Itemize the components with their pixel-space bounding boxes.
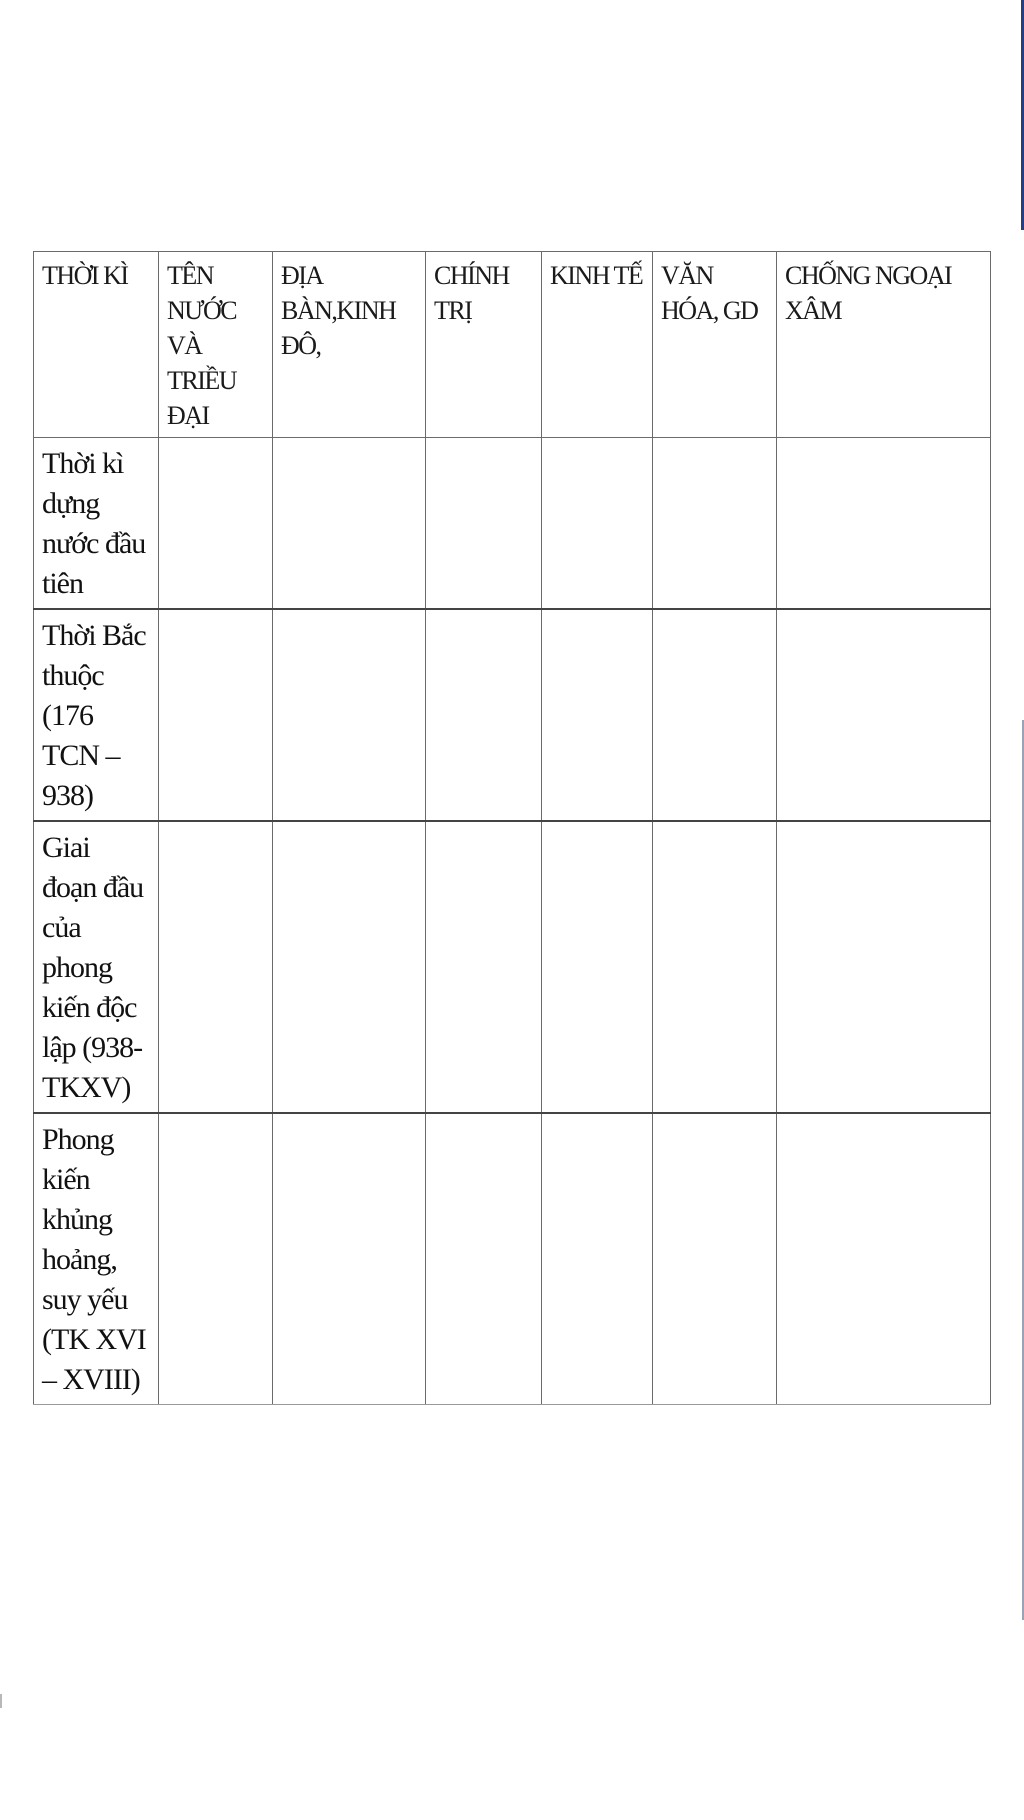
empty-cell [159,609,273,821]
empty-cell [426,609,542,821]
empty-cell [159,438,273,610]
empty-cell [159,821,273,1113]
header-anti-invasion: CHỐNG NGOẠI XÂM [777,252,991,438]
empty-cell [542,1113,653,1405]
period-cell: Giai đoạn đầu của phong kiến độc lập (938-TKXV) [34,821,159,1113]
empty-cell [426,1113,542,1405]
period-cell: Phong kiến khủng hoảng, suy yếu (TK XVI – XVIII) [34,1113,159,1405]
empty-cell [542,438,653,610]
header-country-dynasty: TÊN NƯỚC VÀ TRIỀU ĐẠI [159,252,273,438]
empty-cell [653,609,777,821]
table-row [34,821,991,1113]
table-row [34,609,991,821]
header-politics: CHÍNH TRỊ [426,252,542,438]
empty-cell [777,1113,991,1405]
empty-cell [653,438,777,610]
empty-cell [426,821,542,1113]
empty-cell [653,1113,777,1405]
margin-mark [0,1694,2,1708]
empty-cell [777,438,991,610]
table-row [34,438,991,610]
empty-cell [653,821,777,1113]
empty-cell [159,1113,273,1405]
table-row [34,1113,991,1405]
empty-cell [426,438,542,610]
header-period: THỜI KÌ [34,252,159,438]
empty-cell [542,609,653,821]
empty-cell [273,609,426,821]
period-cell: Thời Bắc thuộc (176 TCN – 938) [34,609,159,821]
empty-cell [273,1113,426,1405]
empty-cell [273,821,426,1113]
header-culture-education: VĂN HÓA, GD [653,252,777,438]
empty-cell [542,821,653,1113]
empty-cell [777,609,991,821]
history-periods-table [33,251,991,1405]
header-territory-capital: ĐỊA BÀN,KINH ĐÔ, [273,252,426,438]
empty-cell [273,438,426,610]
header-row [34,252,991,438]
empty-cell [777,821,991,1113]
header-economy: KINH TẾ [542,252,653,438]
period-cell: Thời kì dựng nước đầu tiên [34,438,159,610]
